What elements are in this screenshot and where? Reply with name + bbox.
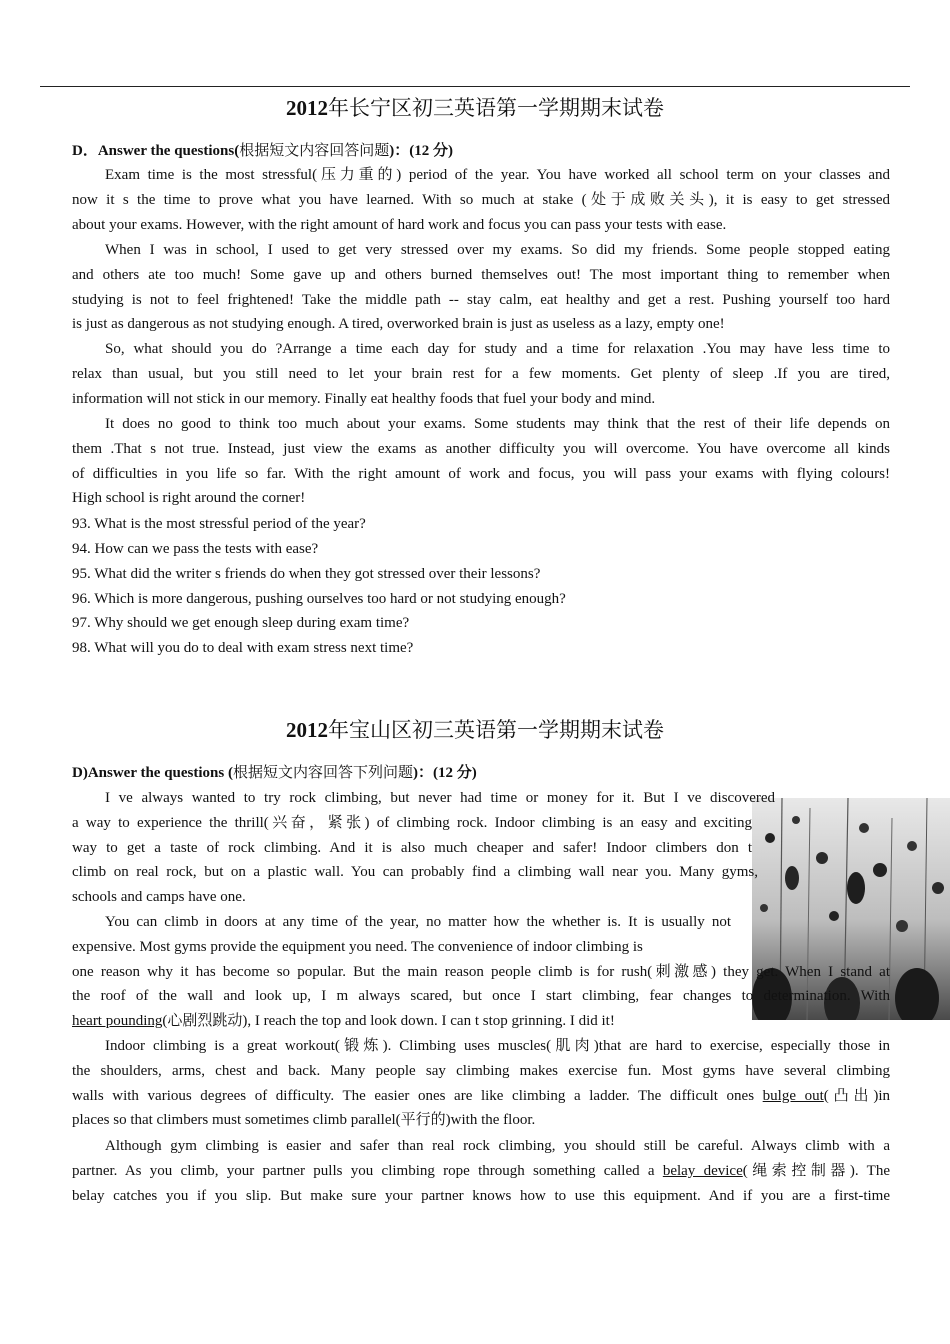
section2-heading: D)Answer the questions (根据短文内容回答下列问题)：(12 分): [72, 765, 477, 781]
section1-paragraph-4: It does no good to think too much about your exams. Some students may think that the rest of their life depends on them .That s not true. Instead, just view the exams as another difficulty you will overcome. You have overcome all kinds of difficulties in you life so far. With the right amount of work and focus, you will pass your exams with flying colours! High school is right around the corner!: [72, 416, 890, 507]
section1-paragraph-3: So, what should you do ?Arrange a time each day for study and a time for relaxation .You may have less time to relax than usual, but you still need to let your brain rest for a few moments. Get plenty of sleep .If you are tired, information will not stick in our memory. Finally eat healthy foods that fuel your body and mind.: [72, 341, 890, 407]
section1-paragraph-1: Exam time is the most stressful(压力重的) period of the year. You have worked all school term on your classes and now it s the time to prove what you have learned. With so much at stake (处于成败关头), it is easy to get stressed about your exams. However, with the right amount of hard work and focus you can pass your tests with ease.: [72, 167, 890, 233]
question-93: 93. What is the most stressful period of the year?: [72, 516, 366, 532]
section2-paragraph-4: Although gym climbing is easier and safer than real rock climbing, you should still be careful. Always climb with a partner. As you climb, your partner pulls you climbing rope through something called a belay device(绳索控制器). The belay catches you if you slip. But make sure your partner knows how to use this equipment. And if you are a first-time: [72, 1138, 890, 1204]
bulge-out-term: bulge out: [762, 1087, 824, 1104]
section2-paragraph-2: You can climb in doors at any time of the year, no matter how the whether is. It is usually not expensive. Most gyms provide the equipment you need. The convenience of indoor climbing is one reason why it has become so popular. But the main reason people climb is for rush(刺激感) they get. When I stand at the roof of the wall and look up, I m always scared, but once I start climbing, fear changes to determination. With heart pounding(心剧烈跳动), I reach the top and look down. I can t stop grinning. I did it!: [72, 914, 890, 1030]
section1-title: 2012年长宁区初三英语第一学期期末试卷: [286, 96, 664, 120]
section2-paragraph-3: Indoor climbing is a great workout(锻炼). Climbing uses muscles(肌肉)that are hard to exercise, especially those in the shoulders, arms, chest and back. Many people say climbing makes exercise fun. Most gyms have several climbing walls with various degrees of difficulty. The easier ones are like climbing a ladder. The difficult ones bulge out(凸出)in places so that climbers must sometimes climb parallel(平行的)with the floor.: [72, 1038, 890, 1129]
top-rule: [40, 86, 910, 87]
question-95: 95. What did the writer s friends do when they got stressed over their lessons?: [72, 566, 541, 582]
section2-paragraph-1: I ve always wanted to try rock climbing, but never had time or money for it. But I ve discovered a way to experience the thrill(兴奋，紧张) of climbing rock. Indoor climbing is an easy and exciting way to get a taste of rock climbing. And it is also much cheaper and safer! Indoor climbers don t climb on real rock, but on a plastic wall. You can probably find a climbing wall near you. Many gyms, schools and camps have one.: [72, 790, 775, 906]
question-97: 97. Why should we get enough sleep during exam time?: [72, 615, 410, 631]
question-98: 98. What will you do to deal with exam stress next time?: [72, 640, 414, 656]
question-94: 94. How can we pass the tests with ease?: [72, 541, 319, 557]
section1-heading: D．Answer the questions(根据短文内容回答问题)：(12 分): [72, 143, 453, 159]
section1-paragraph-2: When I was in school, I used to get very stressed over my exams. So did my friends. Some people stopped eating and others ate too much! Some gave up and others burned themselves out! The most important thing to remember when studying is not to feel frightened! Take the middle path -- stay calm, eat healthy and get a rest. Pushing yourself too hard is just as dangerous as not studying enough. A tired, overworked brain is just as useless as a lazy, empty one!: [72, 242, 890, 333]
section2-title: 2012年宝山区初三英语第一学期期末试卷: [286, 718, 664, 742]
belay-device-term: belay device: [662, 1162, 743, 1179]
heart-pounding-term: heart pounding: [72, 1013, 163, 1030]
question-96: 96. Which is more dangerous, pushing ourselves too hard or not studying enough?: [72, 591, 566, 607]
